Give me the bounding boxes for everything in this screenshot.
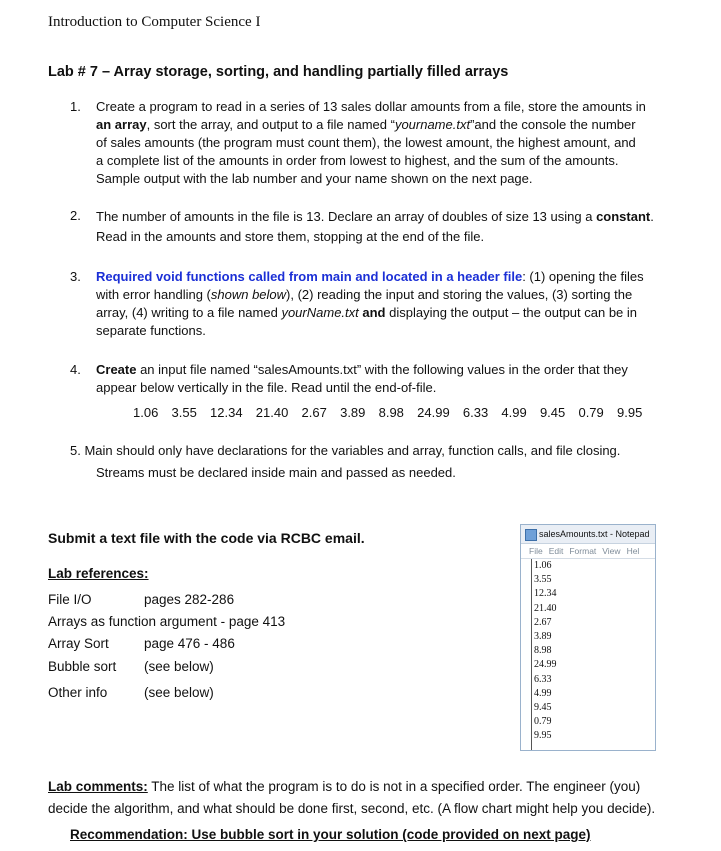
item-text-bold: an array — [96, 117, 147, 132]
recommendation: Recommendation: Use bubble sort in your solution (code provided on next page) — [70, 827, 591, 842]
reference-key: File I/O — [48, 592, 92, 607]
comments-text: The list of what the program is to do is not in a specified order. The engineer (you) — [147, 779, 641, 794]
reference-row — [48, 685, 214, 700]
lab-title: Lab # 7 – Array storage, sorting, and handling partially filled arrays — [48, 64, 509, 80]
notepad-titlebar — [521, 525, 655, 544]
text-line: 3.89 — [534, 631, 552, 643]
item-text: ), (2) reading the input and storing the values, (3) sorting the — [286, 287, 633, 302]
menu-format[interactable]: Format — [569, 546, 597, 556]
reference-value: (see below) — [144, 685, 214, 700]
list-item — [70, 268, 670, 340]
text-line: 2.67 — [534, 616, 552, 628]
references-heading: Lab references: — [48, 566, 149, 581]
reference-row — [48, 636, 235, 651]
item-text: : (1) opening the files — [522, 269, 644, 284]
reference-row — [48, 592, 234, 607]
text-line: 3.55 — [534, 574, 552, 586]
item-text-bold: constant — [596, 209, 651, 224]
item-text: The number of amounts in the file is 13. Declare an array of doubles of size 13 using a — [96, 209, 597, 224]
list-item — [70, 440, 680, 484]
item-text: Create a program to read in a series of 13 sales dollar amounts from a file, store the amounts in — [96, 99, 646, 114]
reference-row — [48, 614, 285, 629]
menu-file[interactable]: File — [529, 546, 543, 556]
item-text-italic: yourName.txt — [281, 305, 359, 320]
item-text: , sort the array, and output to a file named “ — [146, 117, 395, 132]
text-line: 0.79 — [534, 716, 552, 728]
item-text: appear below vertically in the file. Read until the end-of-file. — [96, 380, 437, 395]
reference-value: Arrays as function argument - page 413 — [48, 614, 286, 629]
item-text: separate functions. — [96, 323, 206, 338]
item-number: 3. — [70, 269, 81, 284]
comments-text: decide the algorithm, and what should be done first, second, etc. (A flow chart might help you decide). — [48, 801, 656, 816]
notepad-title: salesAmounts.txt - Notepad — [539, 529, 650, 539]
item-text: Read in the amounts and store them, stopping at the end of the file. — [96, 229, 485, 244]
item-text-highlight: Required void functions called from main and located in a header file — [96, 269, 523, 284]
list-item — [70, 361, 670, 397]
list-item — [70, 207, 670, 247]
comments-label: Lab comments: — [48, 779, 148, 794]
menu-view[interactable]: View — [602, 546, 621, 556]
submit-instruction: Submit a text file with the code via RCBC email. — [48, 530, 365, 546]
item-text: with error handling ( — [96, 287, 211, 302]
item-text: . — [650, 209, 654, 224]
item-text: array, (4) writing to a file named — [96, 305, 282, 320]
item-text: an input file named “salesAmounts.txt” with the following values in the order that they — [136, 362, 628, 377]
item-number: 1. — [70, 99, 81, 114]
text-line: 6.33 — [534, 673, 552, 685]
text-line: 4.99 — [534, 687, 552, 699]
text-line: 21.40 — [534, 602, 557, 614]
course-title: Introduction to Computer Science I — [48, 14, 261, 30]
item-number: 4. — [70, 362, 81, 377]
reference-key: Other info — [48, 685, 108, 700]
item-text: 5. Main should only have declarations for the variables and array, function calls, and file closing. — [70, 443, 621, 458]
item-text-italic: yourname.txt — [394, 117, 471, 132]
item-text-italic: shown below — [210, 287, 287, 302]
notepad-icon — [525, 529, 537, 541]
text-line: 9.95 — [534, 730, 552, 742]
item-text: of sales amounts (the program must count them), the lowest amount, the highest amount, and — [96, 135, 636, 150]
reference-key: Bubble sort — [48, 659, 117, 674]
reference-key: Array Sort — [48, 636, 109, 651]
item-number: 2. — [70, 208, 81, 223]
notepad-menubar — [521, 544, 655, 559]
item-text-bold: and — [358, 305, 386, 320]
text-line: 12.34 — [534, 588, 557, 600]
amounts-line: 1.06 3.55 12.34 21.40 2.67 3.89 8.98 24.99 6.33 4.99 9.45 0.79 9.95 — [133, 405, 643, 420]
reference-value: pages 282-286 — [144, 592, 235, 607]
text-line: 8.98 — [534, 645, 552, 657]
text-line: 1.06 — [534, 560, 552, 571]
menu-help[interactable]: Hel — [626, 546, 640, 556]
reference-value: page 476 - 486 — [144, 636, 235, 651]
item-text-bold: Create — [96, 362, 137, 377]
list-item — [70, 98, 670, 188]
notepad-text-area[interactable] — [531, 559, 655, 750]
item-text: a complete list of the amounts in order from lowest to highest, and the sum of the amounts. — [96, 153, 619, 168]
lab-comments — [48, 776, 708, 820]
item-text: ”and the console the number — [470, 117, 636, 132]
text-line: 24.99 — [534, 659, 557, 671]
reference-value: (see below) — [144, 659, 214, 674]
text-line: 9.45 — [534, 702, 552, 714]
menu-edit[interactable]: Edit — [548, 546, 564, 556]
item-text: displaying the output – the output can be in — [385, 305, 638, 320]
item-text: Sample output with the lab number and your name shown on the next page. — [96, 171, 533, 186]
item-text: Streams must be declared inside main and passed as needed. — [96, 465, 456, 480]
notepad-window — [520, 524, 656, 751]
reference-row — [48, 659, 214, 674]
